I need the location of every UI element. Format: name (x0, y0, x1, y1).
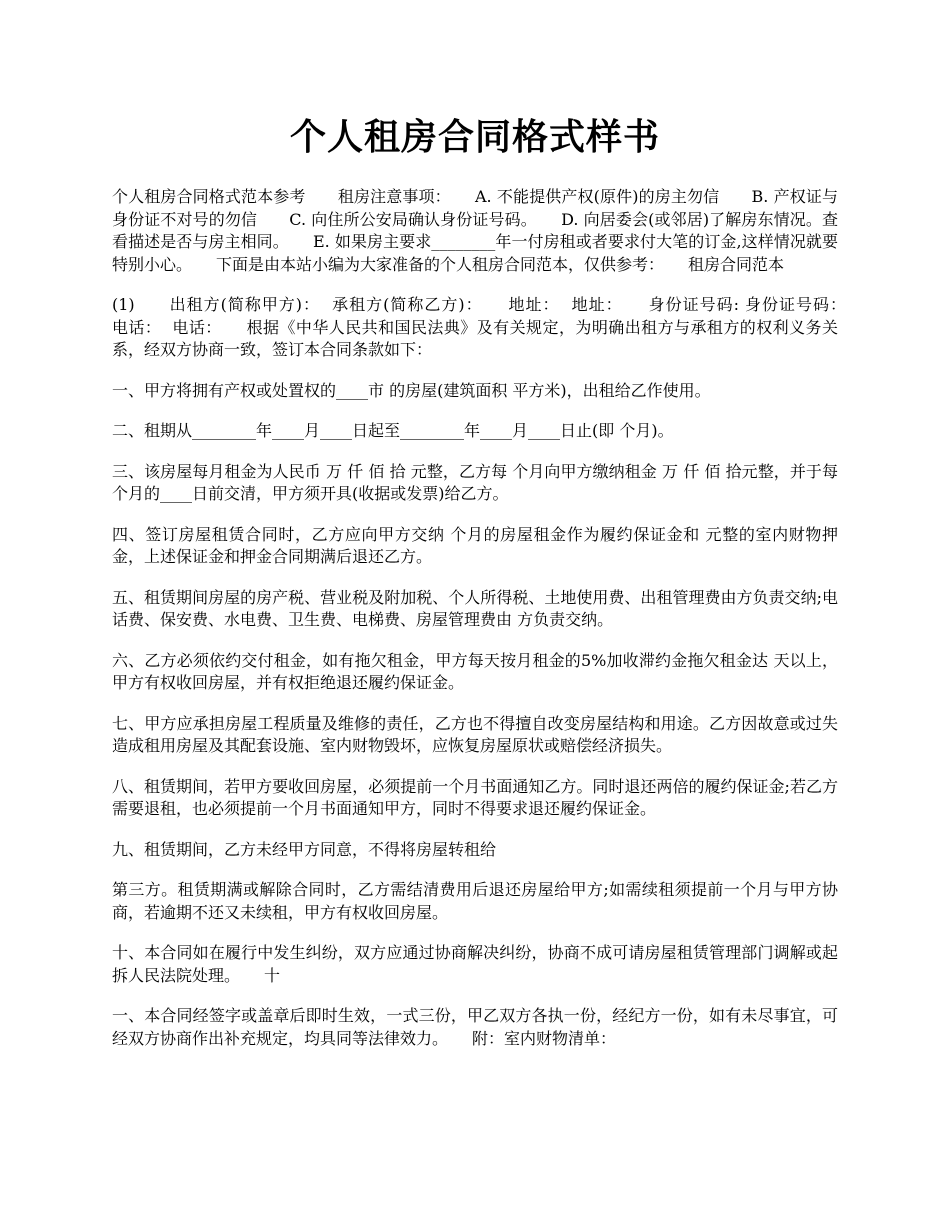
clause-9: 九、租赁期间，乙方未经甲方同意，不得将房屋转租给 (112, 839, 497, 859)
clause-10: 十、本合同如在履行中发生纠纷，双方应通过协商解决纠纷，协商不成可请房屋租赁管理部门调解或起拆人民法院处理。 十 (112, 943, 838, 985)
paragraph-parties: (1) 出租方(简称甲方)： 承租方(简称乙方)： 地址： 地址： 身份证号码: 身份证号码： 电话： 电话： 根据《中华人民共和国民法典》及有关规定，为明确出租方与承租方的权利义务关系，经双方协商一致，签订本合同条款如下： (112, 295, 871, 359)
clause-9-continued: 第三方。租赁期满或解除合同时，乙方需结清费用后退还房屋给甲方;如需续租须提前一个月与甲方协商，若逾期不还又未续租，甲方有权收回房屋。 (112, 880, 838, 922)
clause-7: 七、甲方应承担房屋工程质量及维修的责任，乙方也不得擅自改变房屋结构和用途。乙方因故意或过失造成租用房屋及其配套设施、室内财物毁坏，应恢复房屋原状或赔偿经济损失。 (112, 713, 838, 755)
clause-6: 六、乙方必须依约交付租金，如有拖欠租金，甲方每天按月租金的5%加收滞约金拖欠租金达 天以上，甲方有权收回房屋，并有权拒绝退还履约保证金。 (112, 650, 838, 692)
clause-11: 一、本合同经签字或盖章后即时生效，一式三份，甲乙双方各执一份，经纪方一份，如有未尽事宜，可经双方协商作出补充规定，均具同等法律效力。 附：室内财物清单： (112, 1006, 838, 1048)
clause-5: 五、租赁期间房屋的房产税、营业税及附加税、个人所得税、土地使用费、出租管理费由方负责交纳;电话费、保安费、水电费、卫生费、电梯费、房屋管理费由 方负责交纳。 (112, 587, 838, 629)
paragraph-intro: 个人租房合同格式范本参考 租房注意事项： A. 不能提供产权(原件)的房主勿信 B. 产权证与身份证不对号的勿信 C. 向住所公安局确认身份证号码。 D. 向居委会(或邻居)了解房东情况。查看描述是否与房主相同。 E. 如果房主要求________年一付房租或者要求付大笔的订金,这样情况就要特别小心。 下面是由本站小编为大家准备的个人租房合同范本，仅供参考： 租房合同范本 (112, 187, 838, 274)
clause-2: 二、租期从________年____月____日起至________年____月____日止(即 个月)。 (112, 421, 674, 440)
clause-4: 四、签订房屋租赁合同时，乙方应向甲方交纳 个月的房屋租金作为履约保证金和 元整的室内财物押金，上述保证金和押金合同期满后退还乙方。 (112, 524, 838, 566)
clause-8: 八、租赁期间，若甲方要收回房屋，必须提前一个月书面通知乙方。同时退还两倍的履约保证金;若乙方需要退租，也必须提前一个月书面通知甲方，同时不得要求退还履约保证金。 (112, 776, 838, 818)
clause-1: 一、甲方将拥有产权或处置权的____市 的房屋(建筑面积 平方米)，出租给乙作使用。 (112, 380, 711, 400)
clause-3: 三、该房屋每月租金为人民币 万 仟 佰 拾 元整，乙方每 个月向甲方缴纳租金 万 仟 佰 拾元整，并于每 个月的____日前交清，甲方须开具(收据或发票)给乙方。 (112, 461, 844, 503)
document-title: 个人租房合同格式样书 (289, 116, 660, 158)
